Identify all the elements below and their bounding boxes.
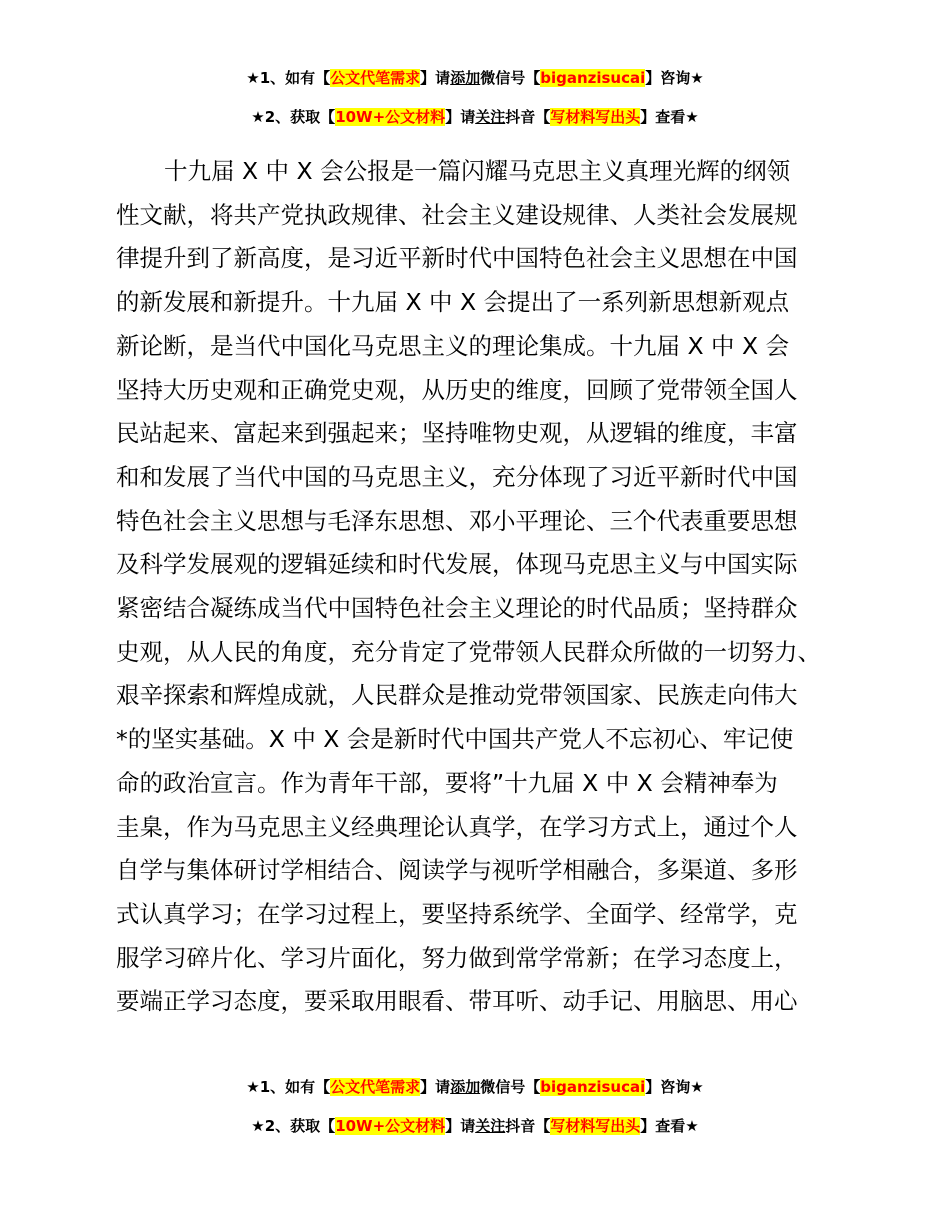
body-line: 圭臬，作为马克思主义经典理论认真学，在学习方式上，通过个人	[116, 812, 798, 841]
header-line2-emphasis: 关注	[475, 108, 506, 126]
header-line1-highlight-wechat: biganzisucai	[540, 69, 646, 87]
footer-line2-mid1: 】请	[445, 1117, 476, 1135]
header-promo-line-2	[0, 107, 950, 127]
footer-line1-suffix: 】咨询★	[645, 1078, 704, 1096]
body-line: 式认真学习；在学习过程上，要坚持系统学、全面学、经常学，克	[116, 899, 798, 928]
document-body	[116, 150, 852, 1024]
footer-line2-highlight-materials: 10W+公文材料	[335, 1117, 446, 1135]
body-line: 新论断，是当代中国化马克思主义的理论集成。十九届 X 中 X 会	[116, 331, 790, 360]
header-line1-highlight-service: 公文代笔需求	[330, 69, 421, 87]
footer-promo-line-2	[0, 1116, 950, 1136]
header-line2-mid2: 抖音【	[505, 108, 551, 126]
footer-promo-line-1	[0, 1077, 950, 1097]
body-line: 紧密结合凝练成当代中国特色社会主义理论的时代品质；坚持群众	[116, 594, 798, 623]
footer-line2-emphasis: 关注	[475, 1117, 506, 1135]
body-line: 特色社会主义思想与毛泽东思想、邓小平理论、三个代表重要思想	[116, 506, 798, 535]
body-line: 要端正学习态度，要采取用眼看、带耳听、动手记、用脑思、用心	[116, 987, 798, 1016]
header-line2-prefix: ★2、获取【	[251, 108, 336, 126]
header-line2-suffix: 】查看★	[640, 108, 699, 126]
body-line: 的新发展和新提升。十九届 X 中 X 会提出了一系列新思想新观点	[116, 288, 790, 317]
body-line: 史观，从人民的角度，充分肯定了党带领人民群众所做的一切努力、	[116, 637, 821, 666]
header-line1-suffix: 】咨询★	[645, 69, 704, 87]
body-line: 性文献，将共产党执政规律、社会主义建设规律、人类社会发展规	[116, 200, 798, 229]
body-line: 坚持大历史观和正确党史观，从历史的维度，回顾了党带领全国人	[116, 375, 798, 404]
body-line: 自学与集体研讨学相结合、阅读学与视听学相融合，多渠道、多形	[116, 856, 798, 885]
footer-line2-suffix: 】查看★	[640, 1117, 699, 1135]
body-line: 民站起来、富起来到强起来；坚持唯物史观，从逻辑的维度，丰富	[116, 419, 798, 448]
body-line: 服学习碎片化、学习片面化，努力做到常学常新；在学习态度上，	[116, 943, 798, 972]
header-line2-highlight-douyin: 写材料写出头	[550, 108, 641, 126]
footer-line1-mid1: 】请	[420, 1078, 451, 1096]
body-line: *的坚实基础。X 中 X 会是新时代中国共产党人不忘初心、牢记使	[116, 725, 794, 754]
body-line: 律提升到了新高度，是习近平新时代中国特色社会主义思想在中国	[116, 244, 798, 273]
header-line2-mid1: 】请	[445, 108, 476, 126]
body-line: 艰辛探索和辉煌成就，人民群众是推动党带领国家、民族走向伟大	[116, 681, 798, 710]
body-line: 十九届 X 中 X 会公报是一篇闪耀马克思主义真理光辉的纲领	[164, 157, 791, 185]
header-line1-prefix: ★1、如有【	[246, 69, 331, 87]
header-line2-highlight-materials: 10W+公文材料	[335, 108, 446, 126]
body-line: 及科学发展观的逻辑延续和时代发展，体现马克思主义与中国实际	[116, 550, 798, 579]
footer-line1-emphasis: 添加	[450, 1078, 481, 1096]
footer-line1-mid2: 微信号【	[480, 1078, 541, 1096]
body-line: 命的政治宣言。作为青年干部，要将”十九届 X 中 X 会精神奉为	[116, 768, 778, 797]
footer-line1-highlight-wechat: biganzisucai	[540, 1078, 646, 1096]
footer-line2-prefix: ★2、获取【	[251, 1117, 336, 1135]
header-line1-mid2: 微信号【	[480, 69, 541, 87]
footer-line2-mid2: 抖音【	[505, 1117, 551, 1135]
header-line1-mid1: 】请	[420, 69, 451, 87]
body-line: 和和发展了当代中国的马克思主义，充分体现了习近平新时代中国	[116, 462, 798, 491]
footer-line2-highlight-douyin: 写材料写出头	[550, 1117, 641, 1135]
footer-line1-prefix: ★1、如有【	[246, 1078, 331, 1096]
footer-line1-highlight-service: 公文代笔需求	[330, 1078, 421, 1096]
header-line1-emphasis: 添加	[450, 69, 481, 87]
header-promo-line-1	[0, 68, 950, 88]
